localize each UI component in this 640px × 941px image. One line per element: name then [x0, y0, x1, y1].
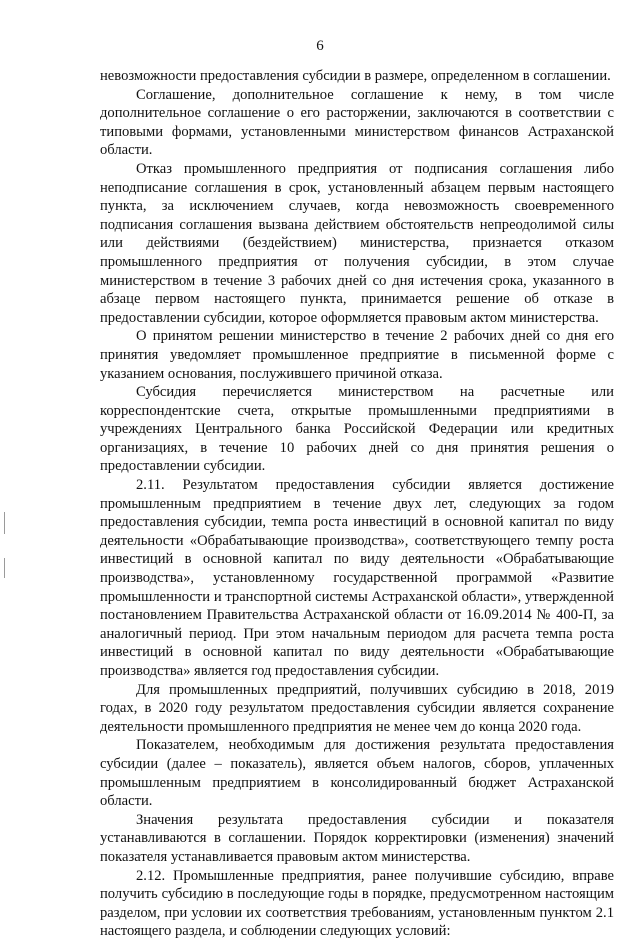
paragraph: О принятом решении министерство в течение 2 рабочих дней со дня его принятия уведомляет промышленное предприятие в письменной форме с указанием основания, послужившего причиной отказа. — [100, 328, 614, 382]
margin-mark — [4, 512, 5, 534]
document-body — [100, 67, 614, 941]
paragraph: Для промышленных предприятий, получивших субсидию в 2018, 2019 годах, в 2020 году результатом предоставления субсидии является сохранение деятельности промышленного предприятия не менее чем до конца 2020 года. — [100, 681, 614, 735]
paragraph: Субсидия перечисляется министерством на расчетные или корреспондентские счета, открытые промышленными предприятиями в учреждениях Центрального банка Российской Федерации или кредитных организациях, в течение 10 рабочих дней со дня принятия решения о предоставлении субсидии. — [100, 384, 614, 475]
paragraph: Отказ промышленного предприятия от подписания соглашения либо неподписание соглашения в срок, установленный абзацем первым настоящего пункта, за исключением случаев, когда невозможность своевременного подписания соглашения вызвана действием обстоятельств непреодолимой силы или действиями (бездействием) министерства, признается отказом промышленного предприятия от получения субсидии, в этом случае министерством в течение 3 рабочих дней со дня истечения срока, указанного в абзаце первом настоящего пункта, принимается решение об отказе в предоставлении субсидии, которое оформляется правовым актом министерства. — [100, 160, 614, 326]
paragraph: невозможности предоставления субсидии в размере, определенном в соглашении. — [100, 68, 611, 84]
paragraph: Показателем, необходимым для достижения результата предоставления субсидии (далее – показатель), является объем налогов, сборов, уплаченных промышленным предприятием в консолидированный бюджет Астраханской области. — [100, 737, 614, 810]
paragraph: Соглашение, дополнительное соглашение к нему, в том числе дополнительное соглашение о его расторжении, заключаются в соответствии с типовыми формами, установленными министерством финансов Астраханской области. — [100, 86, 614, 159]
margin-mark — [4, 558, 5, 578]
paragraph: 2.11. Результатом предоставления субсидии является достижение промышленным предприятием в течение двух лет, следующих за годом предоставления субсидии, темпа роста инвестиций в основной капитал по виду деятельности «Обрабатывающие производства», соответствующего темпу роста инвестиций в основной капитал по виду деятельности «Обрабатывающие производства», установленному государственной программой «Развитие промышленности и транспортной системы Астраханской области», утвержденной постановлением Правительства Астраханской области от 16.09.2014 № 400-П, за аналогичный период. При этом начальным периодом для расчета темпа роста инвестиций в основной капитал по виду деятельности «Обрабатывающие производства» является год предоставления субсидии. — [100, 477, 614, 679]
paragraph: 2.12. Промышленные предприятия, ранее получившие субсидию, вправе получить субсидию в последующие годы в порядке, предусмотренном настоящим разделом, при условии их соответствия требованиям, установленным пунктом 2.1 настоящего раздела, и соблюдении следующих условий: — [100, 867, 614, 940]
paragraph: Значения результата предоставления субсидии и показателя устанавливаются в соглашении. Порядок корректировки (изменения) значений показателя устанавливается правовым актом министерства. — [100, 811, 614, 865]
page-number: 6 — [316, 38, 324, 54]
